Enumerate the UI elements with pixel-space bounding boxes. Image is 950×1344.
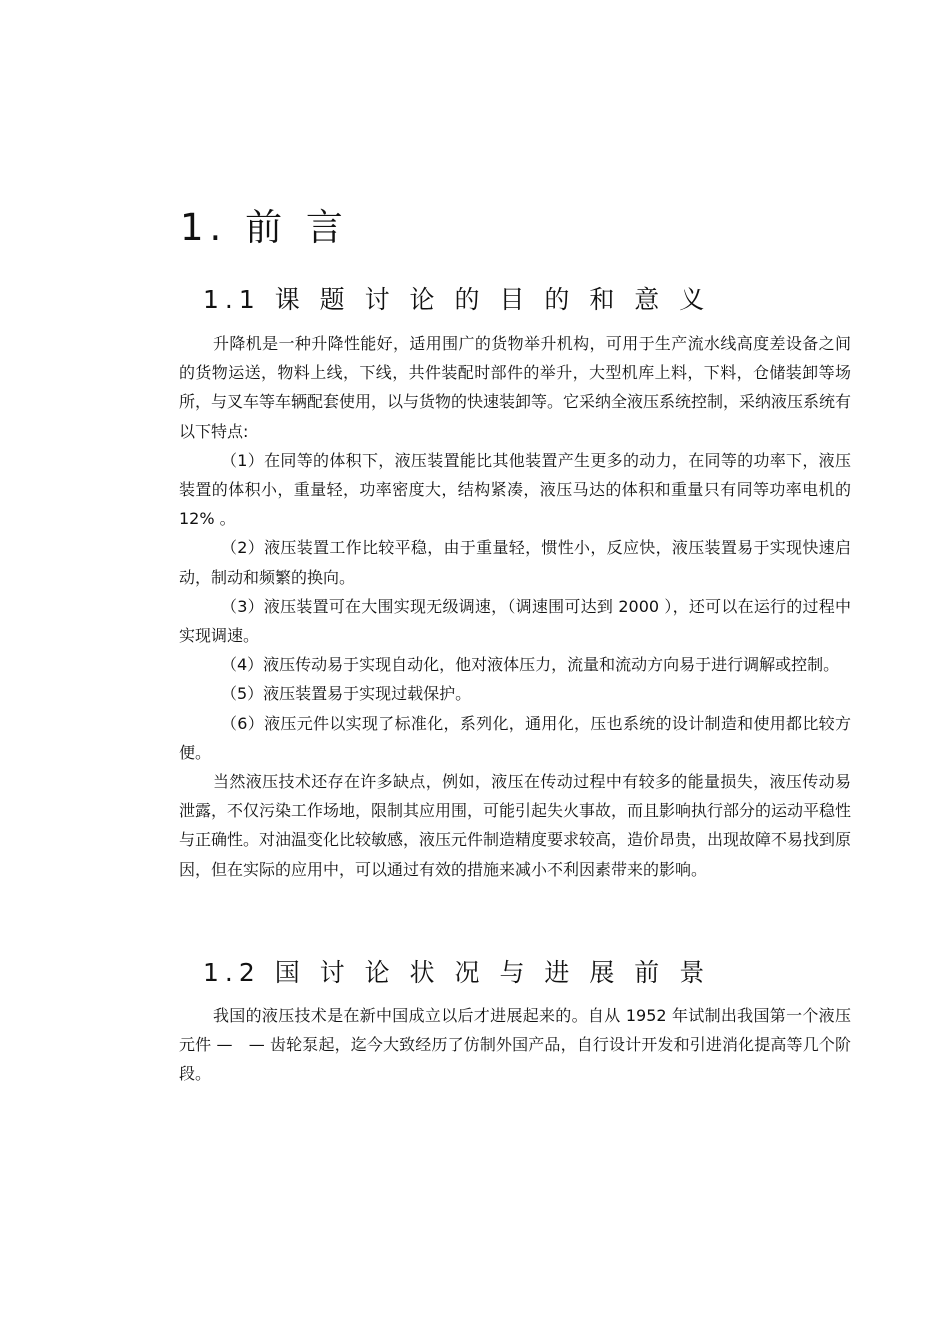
paragraph-intro: 升降机是一种升降性能好，适用围广的货物举升机构，可用于生产流水线高度差设备之间的货物运送，物料上线，下线，共件装配时部件的举升，大型机库上料，下料，仓储装卸等场所，与叉车等车辆配套使用，以与货物的快速装卸等。它采纳全液压系统控制，采纳液压系统有以下特点: <box>179 334 852 441</box>
paragraph-feature-5: （5）液压装置易于实现过载保护。 <box>221 684 472 704</box>
paragraph-drawbacks: 当然液压技术还存在许多缺点，例如，液压在传动过程中有较多的能量损失，液压传动易泄露，不仅污染工作场地，限制其应用围，可能引起失火事故，而且影响执行部分的运动平稳性与正确性。对油温变化比较敏感，液压元件制造精度要求较高，造价昂贵，出现故障不易找到原因，但在实际的应用中，可以通过有效的措施来减小不利因素带来的影响。 <box>179 772 852 879</box>
section-body-1-2 <box>179 1001 851 1089</box>
paragraph-feature-6: （6）液压元件以实现了标准化，系列化，通用化，压也系统的设计制造和使用都比较方便。 <box>179 713 851 762</box>
paragraph-history: 我国的液压技术是在新中国成立以后才进展起来的。自从 1952 年试制出我国第一个液压元件 — — 齿轮泵起，迄今大致经历了仿制外国产品，自行设计开发和引进消化提高等几个阶段。 <box>179 1006 851 1084</box>
section-body-1-1 <box>179 329 851 884</box>
paragraph-feature-1: （1）在同等的体积下，液压装置能比其他装置产生更多的动力，在同等的功率下，液压装置的体积小，重量轻，功率密度大，结构紧凑，液压马达的体积和重量只有同等功率电机的 12% 。 <box>179 450 851 529</box>
section-heading-1-1: 1.1 课 题 讨 论 的 目 的 和 意 义 <box>203 285 711 314</box>
section-heading-1-2: 1.2 国 讨 论 状 况 与 进 展 前 景 <box>203 958 711 987</box>
paragraph-feature-2: （2）液压装置工作比较平稳，由于重量轻，惯性小，反应快，液压装置易于实现快速启动，制动和频繁的换向。 <box>179 538 851 587</box>
chapter-title: 1. 前 言 <box>180 206 349 249</box>
paragraph-feature-3: （3）液压装置可在大围实现无级调速，（调速围可达到 2000 ），还可以在运行的过程中实现调速。 <box>179 596 851 646</box>
paragraph-feature-4: （4）液压传动易于实现自动化，他对液体压力，流量和流动方向易于进行调解或控制。 <box>221 655 840 675</box>
